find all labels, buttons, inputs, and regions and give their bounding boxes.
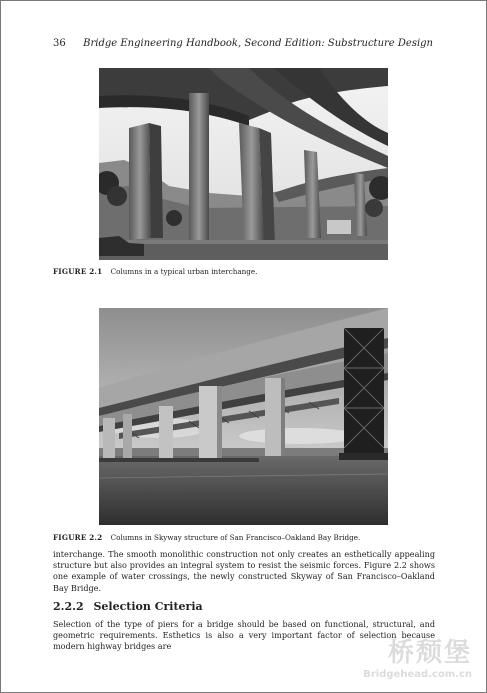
body-paragraph: interchange. The smooth monolithic construction not only creates an esthetically appealing structure but also provides an integral system to resist the seismic forces. Figure 2.2 shows one example of water crossings, the newly constructed Skyway of San Francisco–Oakland Bay Bridge. bbox=[53, 549, 435, 593]
running-head: Bridge Engineering Handbook, Second Edition: Substructure Design bbox=[83, 38, 433, 49]
watermark-url: Bridgehead.com.cn bbox=[363, 669, 472, 680]
section-title: Selection Criteria bbox=[93, 600, 203, 613]
caption-text: Columns in a typical urban interchange. bbox=[110, 267, 258, 276]
figure-2-2-photo bbox=[99, 308, 388, 525]
figure-2-1-photo bbox=[99, 68, 388, 260]
section-number: 2.2.2 bbox=[53, 600, 84, 613]
figure-label: FIGURE 2.2 bbox=[53, 533, 103, 542]
figure-label: FIGURE 2.1 bbox=[53, 267, 103, 276]
figure-2-2-caption bbox=[53, 533, 360, 542]
page-number: 36 bbox=[53, 38, 66, 49]
watermark bbox=[363, 632, 472, 680]
watermark-logo-text: 桥颓堡 bbox=[387, 638, 472, 668]
figure-2-1-caption bbox=[53, 267, 257, 276]
caption-text: Columns in Skyway structure of San Francisco–Oakland Bay Bridge. bbox=[110, 533, 361, 542]
body-paragraph: Selection of the type of piers for a bridge should be based on functional, structural, and geometric requirements. Esthetics is also a very important factor of selection because modern highway bridges are bbox=[53, 619, 435, 652]
section-heading bbox=[53, 600, 203, 613]
